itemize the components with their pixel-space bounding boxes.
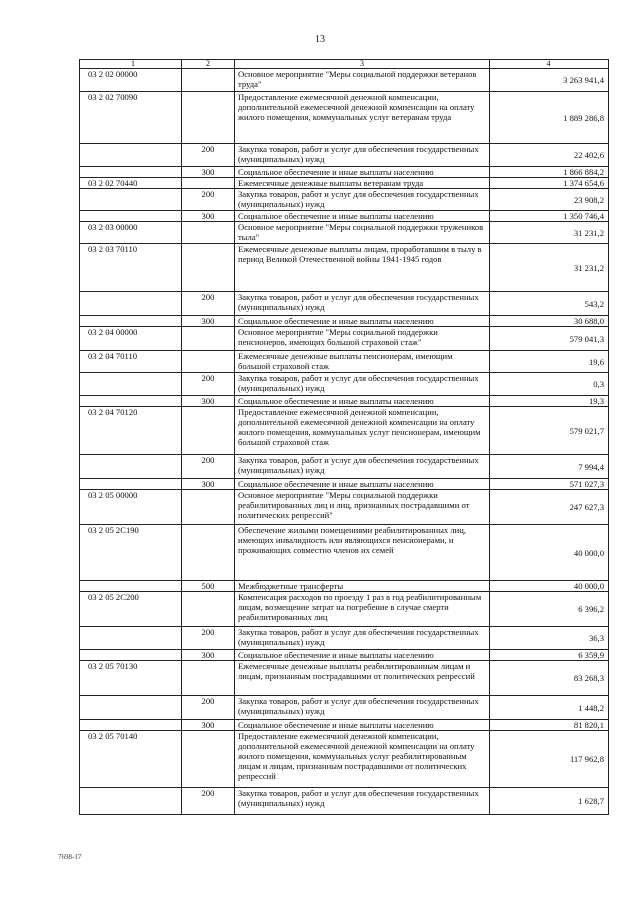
row-code	[80, 292, 182, 316]
row-code: 03 2 04 00000	[80, 327, 182, 351]
row-code	[80, 455, 182, 479]
row-amount: 22 402,6	[490, 144, 609, 167]
row-code	[80, 396, 182, 407]
table-row	[80, 211, 609, 222]
row-code	[80, 189, 182, 211]
row-code: 03 2 03 00000	[80, 222, 182, 244]
row-name: Основное мероприятие "Меры социальной поддержки тружеников тыла"	[235, 222, 490, 244]
row-expense-type: 200	[182, 189, 235, 211]
row-amount: 1 374 654,6	[490, 178, 609, 189]
row-amount: 40 000,0	[490, 581, 609, 592]
row-code	[80, 650, 182, 661]
row-amount: 40 000,0	[490, 525, 609, 581]
row-name: Закупка товаров, работ и услуг для обеспечения государственных (муниципальных) нужд	[235, 292, 490, 316]
table-row	[80, 627, 609, 650]
row-amount: 81 820,1	[490, 720, 609, 731]
row-amount: 571 027,3	[490, 479, 609, 490]
table-row	[80, 327, 609, 351]
row-name: Социальное обеспечение и иные выплаты населению	[235, 211, 490, 222]
row-expense-type: 300	[182, 479, 235, 490]
row-amount: 247 627,3	[490, 490, 609, 525]
row-code: 03 2 05 70140	[80, 731, 182, 788]
row-name: Закупка товаров, работ и услуг для обеспечения государственных (муниципальных) нужд	[235, 696, 490, 720]
row-name: Межбюджетные трансферты	[235, 581, 490, 592]
page-number: 13	[315, 34, 325, 45]
row-code	[80, 144, 182, 167]
row-name: Социальное обеспечение и иные выплаты населению	[235, 650, 490, 661]
row-expense-type	[182, 661, 235, 696]
row-code	[80, 696, 182, 720]
row-name: Предоставление ежемесячной денежной компенсации, дополнительной ежемесячной денежной компенсации на оплату жилого помещения, коммунальных услуг пенсионерам, имеющим большой страховой стаж	[235, 407, 490, 455]
row-name: Основное мероприятие "Меры социальной поддержки пенсионеров, имеющих большой страховой стаж"	[235, 327, 490, 351]
table-row	[80, 455, 609, 479]
table-row	[80, 650, 609, 661]
budget-table-body	[80, 60, 609, 815]
row-code: 03 2 02 00000	[80, 69, 182, 92]
row-expense-type	[182, 92, 235, 144]
row-code	[80, 316, 182, 327]
row-code: 03 2 05 00000	[80, 490, 182, 525]
row-expense-type: 200	[182, 144, 235, 167]
row-code: 03 2 02 70440	[80, 178, 182, 189]
table-row	[80, 720, 609, 731]
row-expense-type	[182, 407, 235, 455]
row-name: Закупка товаров, работ и услуг для обеспечения государственных (муниципальных) нужд	[235, 455, 490, 479]
table-row	[80, 316, 609, 327]
table-row	[80, 479, 609, 490]
row-code	[80, 627, 182, 650]
row-code	[80, 581, 182, 592]
row-expense-type: 500	[182, 581, 235, 592]
row-code	[80, 167, 182, 178]
table-row	[80, 92, 609, 144]
row-code	[80, 373, 182, 396]
row-expense-type	[182, 731, 235, 788]
row-name: Предоставление ежемесячной денежной компенсации, дополнительной ежемесячной денежной компенсации на оплату жилого помещения, коммунальных услуг реабилитированным лицам и лицам, признанным пострадавшими от политических репрессий	[235, 731, 490, 788]
table-row	[80, 244, 609, 292]
row-name: Ежемесячные денежные выплаты ветеранам труда	[235, 178, 490, 189]
column-number-2: 2	[182, 60, 235, 69]
row-expense-type	[182, 222, 235, 244]
row-amount: 30 688,0	[490, 316, 609, 327]
table-row	[80, 396, 609, 407]
row-name: Закупка товаров, работ и услуг для обеспечения государственных (муниципальных) нужд	[235, 788, 490, 815]
row-amount: 31 231,2	[490, 222, 609, 244]
row-amount: 19,3	[490, 396, 609, 407]
row-name: Предоставление ежемесячной денежной компенсации, дополнительной ежемесячной денежной компенсации на оплату жилого помещения, коммунальных услуг ветеранам труда	[235, 92, 490, 144]
table-row	[80, 661, 609, 696]
table-row	[80, 351, 609, 373]
row-expense-type: 300	[182, 167, 235, 178]
row-expense-type: 300	[182, 650, 235, 661]
row-expense-type: 200	[182, 373, 235, 396]
row-name: Закупка товаров, работ и услуг для обеспечения государственных (муниципальных) нужд	[235, 189, 490, 211]
table-row	[80, 222, 609, 244]
row-amount: 1 628,7	[490, 788, 609, 815]
row-amount: 543,2	[490, 292, 609, 316]
row-code: 03 2 04 70110	[80, 351, 182, 373]
row-name: Обеспечение жилыми помещениями реабилитированных лиц, имеющих инвалидность или являющихся пенсионерами, и проживающих совместно членов их семей	[235, 525, 490, 581]
row-expense-type: 300	[182, 720, 235, 731]
budget-table	[79, 59, 609, 815]
row-code: 03 2 03 70110	[80, 244, 182, 292]
row-code	[80, 788, 182, 815]
column-number-1: 1	[80, 60, 182, 69]
table-row	[80, 292, 609, 316]
column-number-3: 3	[235, 60, 490, 69]
row-expense-type	[182, 592, 235, 627]
row-amount: 83 268,3	[490, 661, 609, 696]
row-amount: 7 994,4	[490, 455, 609, 479]
row-expense-type	[182, 244, 235, 292]
table-row	[80, 407, 609, 455]
row-amount: 1 889 286,8	[490, 92, 609, 144]
table-row	[80, 69, 609, 92]
table-row	[80, 525, 609, 581]
row-code: 03 2 04 70120	[80, 407, 182, 455]
table-row	[80, 696, 609, 720]
table-row	[80, 731, 609, 788]
row-code: 03 2 05 70130	[80, 661, 182, 696]
row-name: Ежемесячные денежные выплаты пенсионерам, имеющим большой страховой стаж	[235, 351, 490, 373]
row-amount: 6 359,9	[490, 650, 609, 661]
row-expense-type	[182, 525, 235, 581]
row-amount: 579 021,7	[490, 407, 609, 455]
row-expense-type	[182, 351, 235, 373]
row-amount: 31 231,2	[490, 244, 609, 292]
row-amount: 117 962,8	[490, 731, 609, 788]
row-code	[80, 479, 182, 490]
row-expense-type	[182, 490, 235, 525]
row-name: Социальное обеспечение и иные выплаты населению	[235, 720, 490, 731]
table-row	[80, 490, 609, 525]
row-expense-type: 300	[182, 211, 235, 222]
row-name: Закупка товаров, работ и услуг для обеспечения государственных (муниципальных) нужд	[235, 144, 490, 167]
row-code	[80, 720, 182, 731]
table-row	[80, 167, 609, 178]
row-name: Закупка товаров, работ и услуг для обеспечения государственных (муниципальных) нужд	[235, 627, 490, 650]
row-expense-type	[182, 178, 235, 189]
table-row	[80, 788, 609, 815]
table-row	[80, 178, 609, 189]
table-row	[80, 144, 609, 167]
row-amount: 6 396,2	[490, 592, 609, 627]
row-code: 03 2 05 2С190	[80, 525, 182, 581]
row-name: Компенсация расходов по проезду 1 раз в год реабилитированным лицам, возмещение затрат на погребение в случае смерти реабилитированных лиц	[235, 592, 490, 627]
column-number-4: 4	[490, 60, 609, 69]
row-amount: 1 448,2	[490, 696, 609, 720]
table-row	[80, 581, 609, 592]
row-expense-type: 200	[182, 696, 235, 720]
row-code: 03 2 02 70090	[80, 92, 182, 144]
row-expense-type: 300	[182, 396, 235, 407]
row-name: Социальное обеспечение и иные выплаты населению	[235, 396, 490, 407]
row-name: Социальное обеспечение и иные выплаты населению	[235, 479, 490, 490]
row-name: Основное мероприятие "Меры социальной поддержки ветеранов труда"	[235, 69, 490, 92]
row-amount: 3 263 941,4	[490, 69, 609, 92]
row-amount: 1 866 884,2	[490, 167, 609, 178]
row-expense-type	[182, 327, 235, 351]
row-amount: 19,6	[490, 351, 609, 373]
row-amount: 579 041,3	[490, 327, 609, 351]
row-expense-type: 200	[182, 455, 235, 479]
row-name: Основное мероприятие "Меры социальной поддержки реабилитированных лиц и лиц, признанных пострадавшими от политических репрессий"	[235, 490, 490, 525]
row-expense-type	[182, 69, 235, 92]
column-number-row	[80, 60, 609, 69]
table-row	[80, 373, 609, 396]
table-row	[80, 189, 609, 211]
row-amount: 36,3	[490, 627, 609, 650]
table-row	[80, 592, 609, 627]
row-code: 03 2 05 2С200	[80, 592, 182, 627]
row-expense-type: 200	[182, 627, 235, 650]
row-name: Закупка товаров, работ и услуг для обеспечения государственных (муниципальных) нужд	[235, 373, 490, 396]
row-expense-type: 200	[182, 788, 235, 815]
row-amount: 1 350 746,4	[490, 211, 609, 222]
row-amount: 0,3	[490, 373, 609, 396]
row-expense-type: 300	[182, 316, 235, 327]
row-name: Социальное обеспечение и иные выплаты населению	[235, 316, 490, 327]
row-code	[80, 211, 182, 222]
row-name: Ежемесячные денежные выплаты реабилитированным лицам и лицам, признанным пострадавшими от политических репрессий	[235, 661, 490, 696]
row-amount: 23 908,2	[490, 189, 609, 211]
row-expense-type: 200	[182, 292, 235, 316]
row-name: Ежемесячные денежные выплаты лицам, проработавшим в тылу в период Великой Отечественной войны 1941-1945 годов	[235, 244, 490, 292]
footer-document-code: 7698-17	[58, 853, 82, 861]
row-name: Социальное обеспечение и иные выплаты населению	[235, 167, 490, 178]
